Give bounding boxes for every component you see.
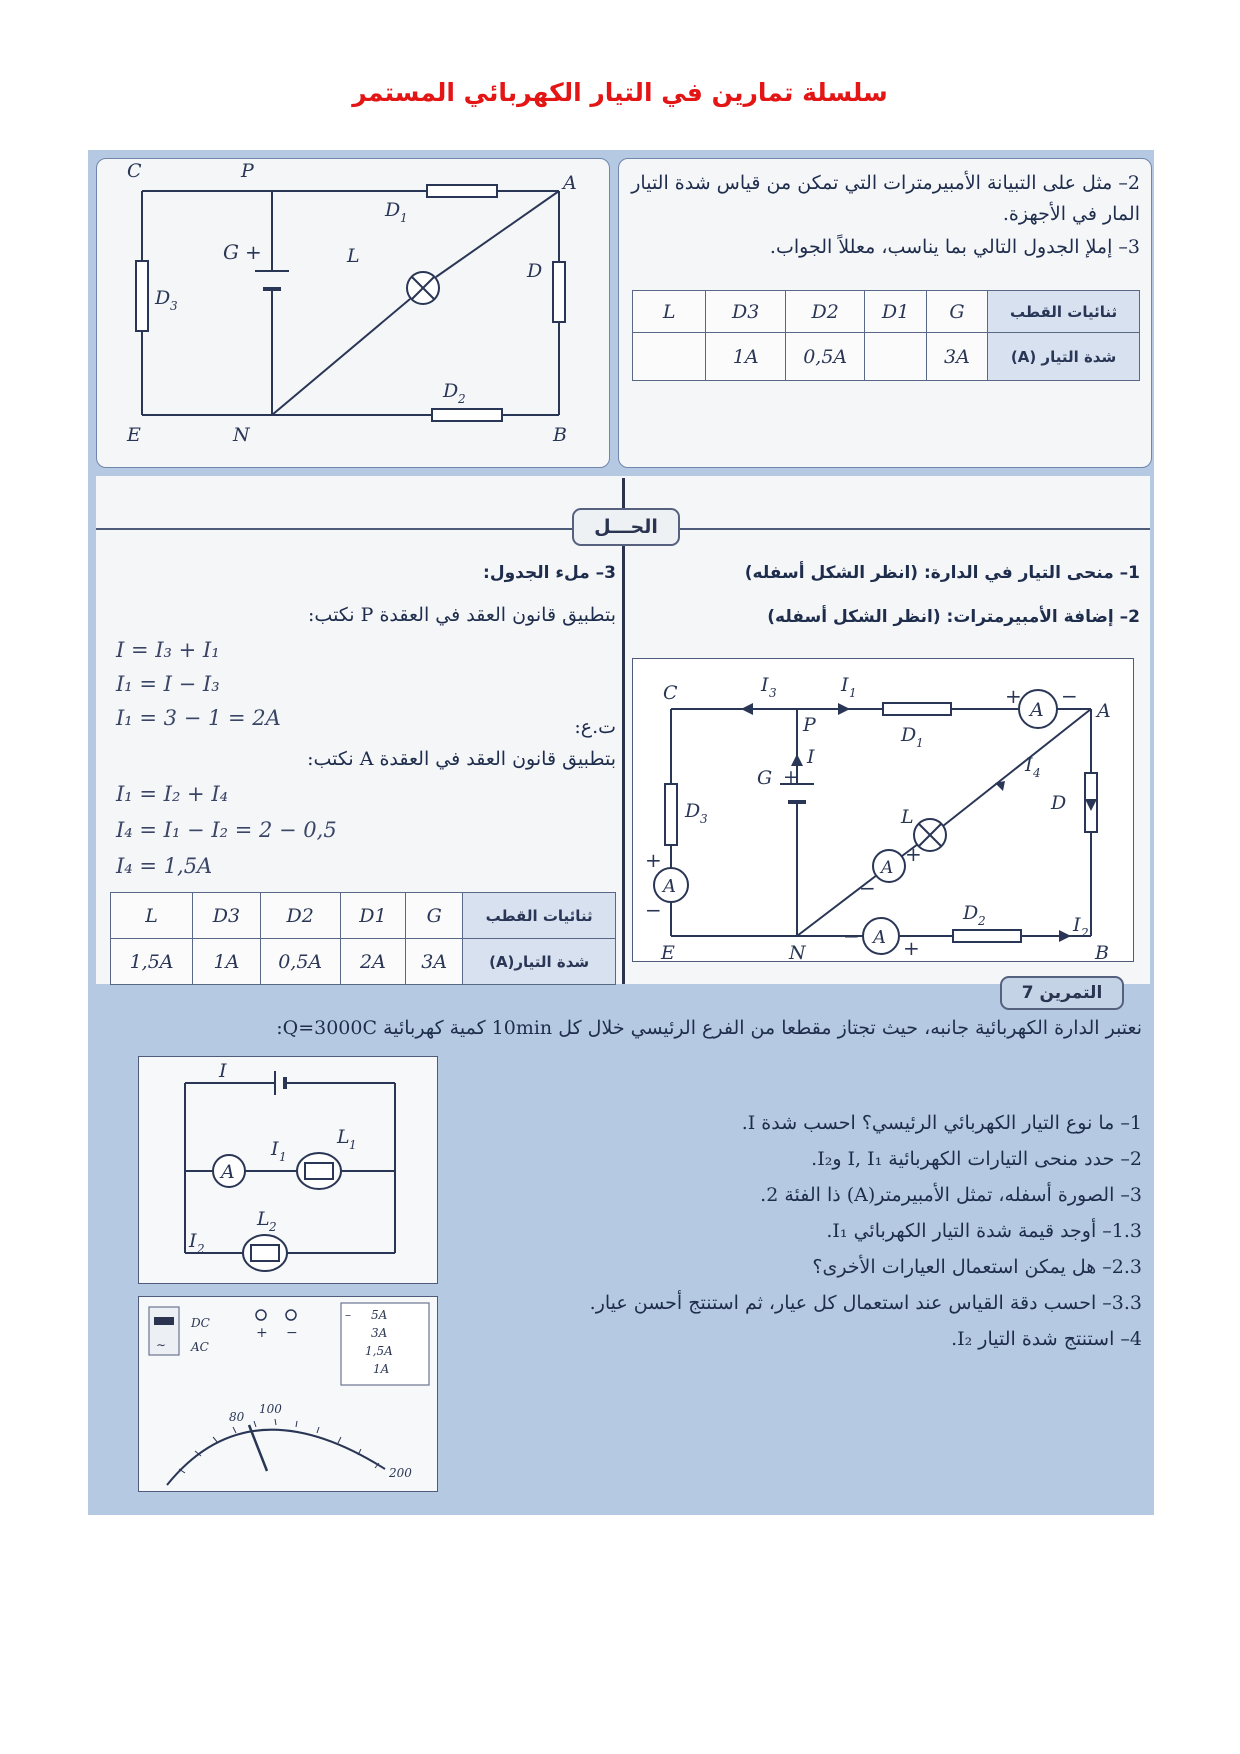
exercise7-circuit-panel bbox=[138, 1056, 438, 1284]
scale-label-100: 100 bbox=[259, 1402, 282, 1416]
table-col-d1: D1 bbox=[340, 893, 405, 939]
equation-2: I₁ = I − I₃ bbox=[116, 672, 220, 696]
exercise7-question-4: 4– استنتج شدة التيار I₂. bbox=[951, 1328, 1142, 1350]
ammeter-lamp-minus: − bbox=[859, 876, 876, 900]
table-cell-d3: 1A bbox=[706, 333, 785, 381]
current-i3-label: I bbox=[761, 674, 769, 696]
terminal-plus-label: + bbox=[256, 1325, 268, 1341]
current-i3-subscript: 3 bbox=[769, 686, 777, 700]
table-col-d3: D3 bbox=[706, 291, 785, 333]
caliber-3a: 3A bbox=[371, 1326, 388, 1340]
resistor-d1 bbox=[883, 703, 951, 715]
resistor-d3-subscript: 3 bbox=[170, 299, 178, 313]
resistor-d3-label: D bbox=[155, 287, 171, 309]
table-cell-g: 3A bbox=[406, 939, 463, 985]
node-n-label: N bbox=[789, 942, 806, 961]
ammeter-main-minus: − bbox=[1061, 684, 1078, 708]
current-i-label: I bbox=[219, 1060, 227, 1082]
lamp-l-label: L bbox=[347, 245, 360, 267]
current-i4-subscript: 4 bbox=[1033, 766, 1041, 780]
terminal-minus-icon bbox=[286, 1310, 296, 1320]
exercise7-question-2: 2– حدد منحى التيارات الكهربائية I, I₁ وI₂. bbox=[811, 1148, 1142, 1170]
node-c-label: C bbox=[663, 682, 678, 704]
table-cell-d1 bbox=[865, 333, 926, 381]
ammeter-d2-minus: − bbox=[843, 924, 860, 948]
caliber-1-5a: 1,5A bbox=[365, 1344, 393, 1358]
exercise7-badge: التمرين 7 bbox=[1000, 976, 1124, 1010]
exercise6-question-3: 3– إملإ الجدول التالي بما يناسب، معللاً الجواب. bbox=[769, 236, 1140, 258]
ammeter-main-label: A bbox=[1030, 699, 1044, 721]
node-c-label: C bbox=[127, 160, 142, 182]
table-col-g: G bbox=[926, 291, 987, 333]
generator-g-label: G bbox=[757, 767, 773, 789]
solution-step-1: 1– منحى التيار في الدارة: (انظر الشكل أسفله) bbox=[744, 563, 1140, 583]
exercise7-circuit-diagram bbox=[139, 1057, 437, 1283]
resistor-d2 bbox=[953, 930, 1021, 942]
current-i1-subscript: 1 bbox=[849, 686, 857, 700]
resistor-d2-label: D bbox=[443, 380, 459, 402]
numerical-application: ت.ع: bbox=[574, 716, 616, 738]
exercise7-question-3-3: 3.3– احسب دقة القياس عند استعمال كل عيار، ثم استنتج أحسن عيار. bbox=[589, 1292, 1142, 1314]
lamp-l2-subscript: 2 bbox=[269, 1220, 277, 1234]
exercise7-question-3-2: 2.3– هل يمكن استعمال العيارات الأخرى؟ bbox=[812, 1256, 1142, 1278]
resistor-d1-subscript: 1 bbox=[916, 736, 924, 750]
exercise7-intro: نعتبر الدارة الكهربائية جانبه، حيث تجتاز مقطعا من الفرع الرئيسي خلال كل 10min كمية كهربائية Q=3000C: bbox=[276, 1017, 1142, 1039]
table-header-dipoles: ثنائيات القطب bbox=[463, 893, 616, 939]
ammeter-main-plus: + bbox=[1005, 684, 1022, 708]
ammeter-d3-label: A bbox=[663, 876, 676, 897]
ac-label: AC bbox=[191, 1340, 209, 1354]
node-law-p: بتطبيق قانون العقد في العقدة P نكتب: bbox=[308, 604, 616, 626]
current-i2-subscript: 2 bbox=[1081, 926, 1089, 940]
resistor-d1 bbox=[427, 185, 497, 197]
resistor-d-label: D bbox=[527, 260, 543, 282]
exercise7-question-3-1: 1.3– أوجد قيمة شدة التيار الكهربائي I₁. bbox=[826, 1220, 1142, 1242]
table-cell-g: 3A bbox=[926, 333, 987, 381]
resistor-d3-label: D bbox=[685, 800, 701, 822]
generator-plus-label: + bbox=[783, 766, 799, 788]
node-a-label: A bbox=[1097, 700, 1111, 722]
ac-wave-icon: ∼ bbox=[156, 1338, 167, 1352]
lamp-l1-label: L bbox=[337, 1126, 350, 1148]
meter-scale-arc bbox=[167, 1430, 385, 1485]
node-p-label: P bbox=[241, 160, 254, 182]
node-a-label: A bbox=[563, 172, 577, 194]
table-cell-d2: 0,5A bbox=[260, 939, 340, 985]
current-i1-label: I bbox=[841, 674, 849, 696]
ammeter-d3-plus: + bbox=[645, 848, 662, 872]
current-i2-label: I bbox=[189, 1230, 197, 1252]
caliber-5a: 5A bbox=[371, 1308, 388, 1322]
table-cell-l bbox=[633, 333, 706, 381]
scale-label-80: 80 bbox=[229, 1410, 245, 1424]
meter-needle bbox=[249, 1425, 267, 1471]
ammeter-d2-label: A bbox=[873, 927, 886, 948]
current-i1-label: I bbox=[271, 1138, 279, 1160]
exercise6-circuit-panel bbox=[96, 158, 610, 468]
solution-circuit-panel bbox=[632, 658, 1134, 962]
generator-plus-label: + bbox=[245, 240, 262, 264]
resistor-d3-subscript: 3 bbox=[700, 812, 708, 826]
resistor-d3 bbox=[136, 261, 148, 331]
lamp-l bbox=[407, 272, 439, 304]
resistor-d2-subscript: 2 bbox=[458, 392, 466, 406]
page-title: سلسلة تمارين في التيار الكهربائي المستمر bbox=[352, 78, 888, 107]
lamp-l1-subscript: 1 bbox=[349, 1138, 357, 1152]
ammeter-a-label: A bbox=[221, 1161, 235, 1183]
table-col-d2: D2 bbox=[260, 893, 340, 939]
lamp-l2-label: L bbox=[257, 1208, 270, 1230]
node-e-label: E bbox=[661, 942, 675, 961]
table-header-dipoles: ثنائيات القطب bbox=[988, 291, 1140, 333]
lamp-l-label: L bbox=[901, 806, 914, 828]
resistor-d3 bbox=[665, 784, 677, 845]
scale-label-200: 200 bbox=[389, 1466, 412, 1480]
ammeter-lamp-label: A bbox=[881, 858, 894, 878]
table-col-l: L bbox=[633, 291, 706, 333]
resistor-d2 bbox=[432, 409, 502, 421]
node-n-label: N bbox=[233, 424, 250, 446]
resistor-d1-subscript: 1 bbox=[400, 211, 408, 225]
table-header-current: شدة التيار (A) bbox=[988, 333, 1140, 381]
solution-circuit-diagram bbox=[633, 659, 1133, 961]
node-law-a: بتطبيق قانون العقد في العقدة A نكتب: bbox=[307, 748, 616, 770]
ammeter-lamp-plus: + bbox=[905, 842, 922, 866]
equation-5: I₄ = I₁ − I₂ = 2 − 0,5 bbox=[116, 818, 337, 842]
solution-table bbox=[110, 892, 616, 985]
current-i2-subscript: 2 bbox=[197, 1242, 205, 1256]
caliber-5a-marker: – bbox=[345, 1308, 351, 1322]
resistor-d2-label: D bbox=[963, 902, 979, 924]
solution-step-3-title: 3– ملء الجدول: bbox=[483, 563, 616, 583]
table-cell-d1: 2A bbox=[340, 939, 405, 985]
table-col-d3: D3 bbox=[193, 893, 261, 939]
resistor-d-label: D bbox=[1051, 792, 1067, 814]
table-cell-d3: 1A bbox=[193, 939, 261, 985]
table-col-l: L bbox=[111, 893, 193, 939]
generator-g bbox=[255, 271, 289, 289]
equation-6: I₄ = 1,5A bbox=[116, 854, 213, 878]
ammeter-face bbox=[139, 1297, 437, 1491]
terminal-plus-icon bbox=[256, 1310, 266, 1320]
ammeter-picture bbox=[138, 1296, 438, 1492]
current-i1-subscript: 1 bbox=[279, 1150, 287, 1164]
resistor-d bbox=[553, 262, 565, 322]
resistor-d1-label: D bbox=[385, 199, 401, 221]
exercise6-table bbox=[632, 290, 1140, 381]
table-col-d1: D1 bbox=[865, 291, 926, 333]
generator-g-label: G bbox=[223, 240, 239, 264]
equation-4: I₁ = I₂ + I₄ bbox=[116, 782, 229, 806]
current-i2-label: I bbox=[1073, 914, 1081, 936]
resistor-d2-subscript: 2 bbox=[978, 914, 986, 928]
dc-switch-position bbox=[154, 1317, 174, 1325]
node-b-label: B bbox=[553, 424, 567, 446]
dc-label: DC bbox=[191, 1316, 210, 1330]
ammeter-d2-plus: + bbox=[903, 936, 920, 960]
table-header-current: شدة التيار(A) bbox=[463, 939, 616, 985]
exercise6-question-2: 2– مثل على التبيانة الأمبيرمترات التي تمكن من قياس شدة التيار المار في الأجهزة. bbox=[631, 172, 1140, 225]
current-i-label: I bbox=[807, 746, 815, 768]
equation-3: I₁ = 3 − 1 = 2A bbox=[116, 706, 281, 730]
solution-step-2: 2– إضافة الأمبيرمترات: (انظر الشكل أسفله) bbox=[767, 607, 1140, 627]
caliber-1a: 1A bbox=[373, 1362, 390, 1376]
lamp-l1 bbox=[297, 1153, 341, 1189]
resistor-d1-label: D bbox=[901, 724, 917, 746]
table-cell-l: 1,5A bbox=[111, 939, 193, 985]
ammeter-d3-minus: − bbox=[645, 898, 662, 922]
exercise7-question-1: 1– ما نوع التيار الكهربائي الرئيسي؟ احسب شدة I. bbox=[741, 1112, 1142, 1134]
terminal-minus-label: − bbox=[286, 1325, 298, 1341]
exercise6-circuit-diagram bbox=[97, 159, 609, 467]
exercise7-question-3: 3– الصورة أسفله، تمثل الأمبيرمتر(A) ذا الفئة 2. bbox=[760, 1184, 1142, 1206]
table-col-d2: D2 bbox=[785, 291, 864, 333]
node-e-label: E bbox=[127, 424, 141, 446]
current-i4-label: I bbox=[1025, 754, 1033, 776]
solution-header: الحـــل bbox=[572, 508, 680, 546]
solution-vertical-divider bbox=[622, 478, 625, 984]
table-col-g: G bbox=[406, 893, 463, 939]
table-cell-d2: 0,5A bbox=[785, 333, 864, 381]
node-b-label: B bbox=[1095, 942, 1109, 961]
equation-1: I = I₃ + I₁ bbox=[116, 638, 220, 662]
lamp-l2 bbox=[243, 1235, 287, 1271]
node-p-label: P bbox=[803, 714, 816, 736]
